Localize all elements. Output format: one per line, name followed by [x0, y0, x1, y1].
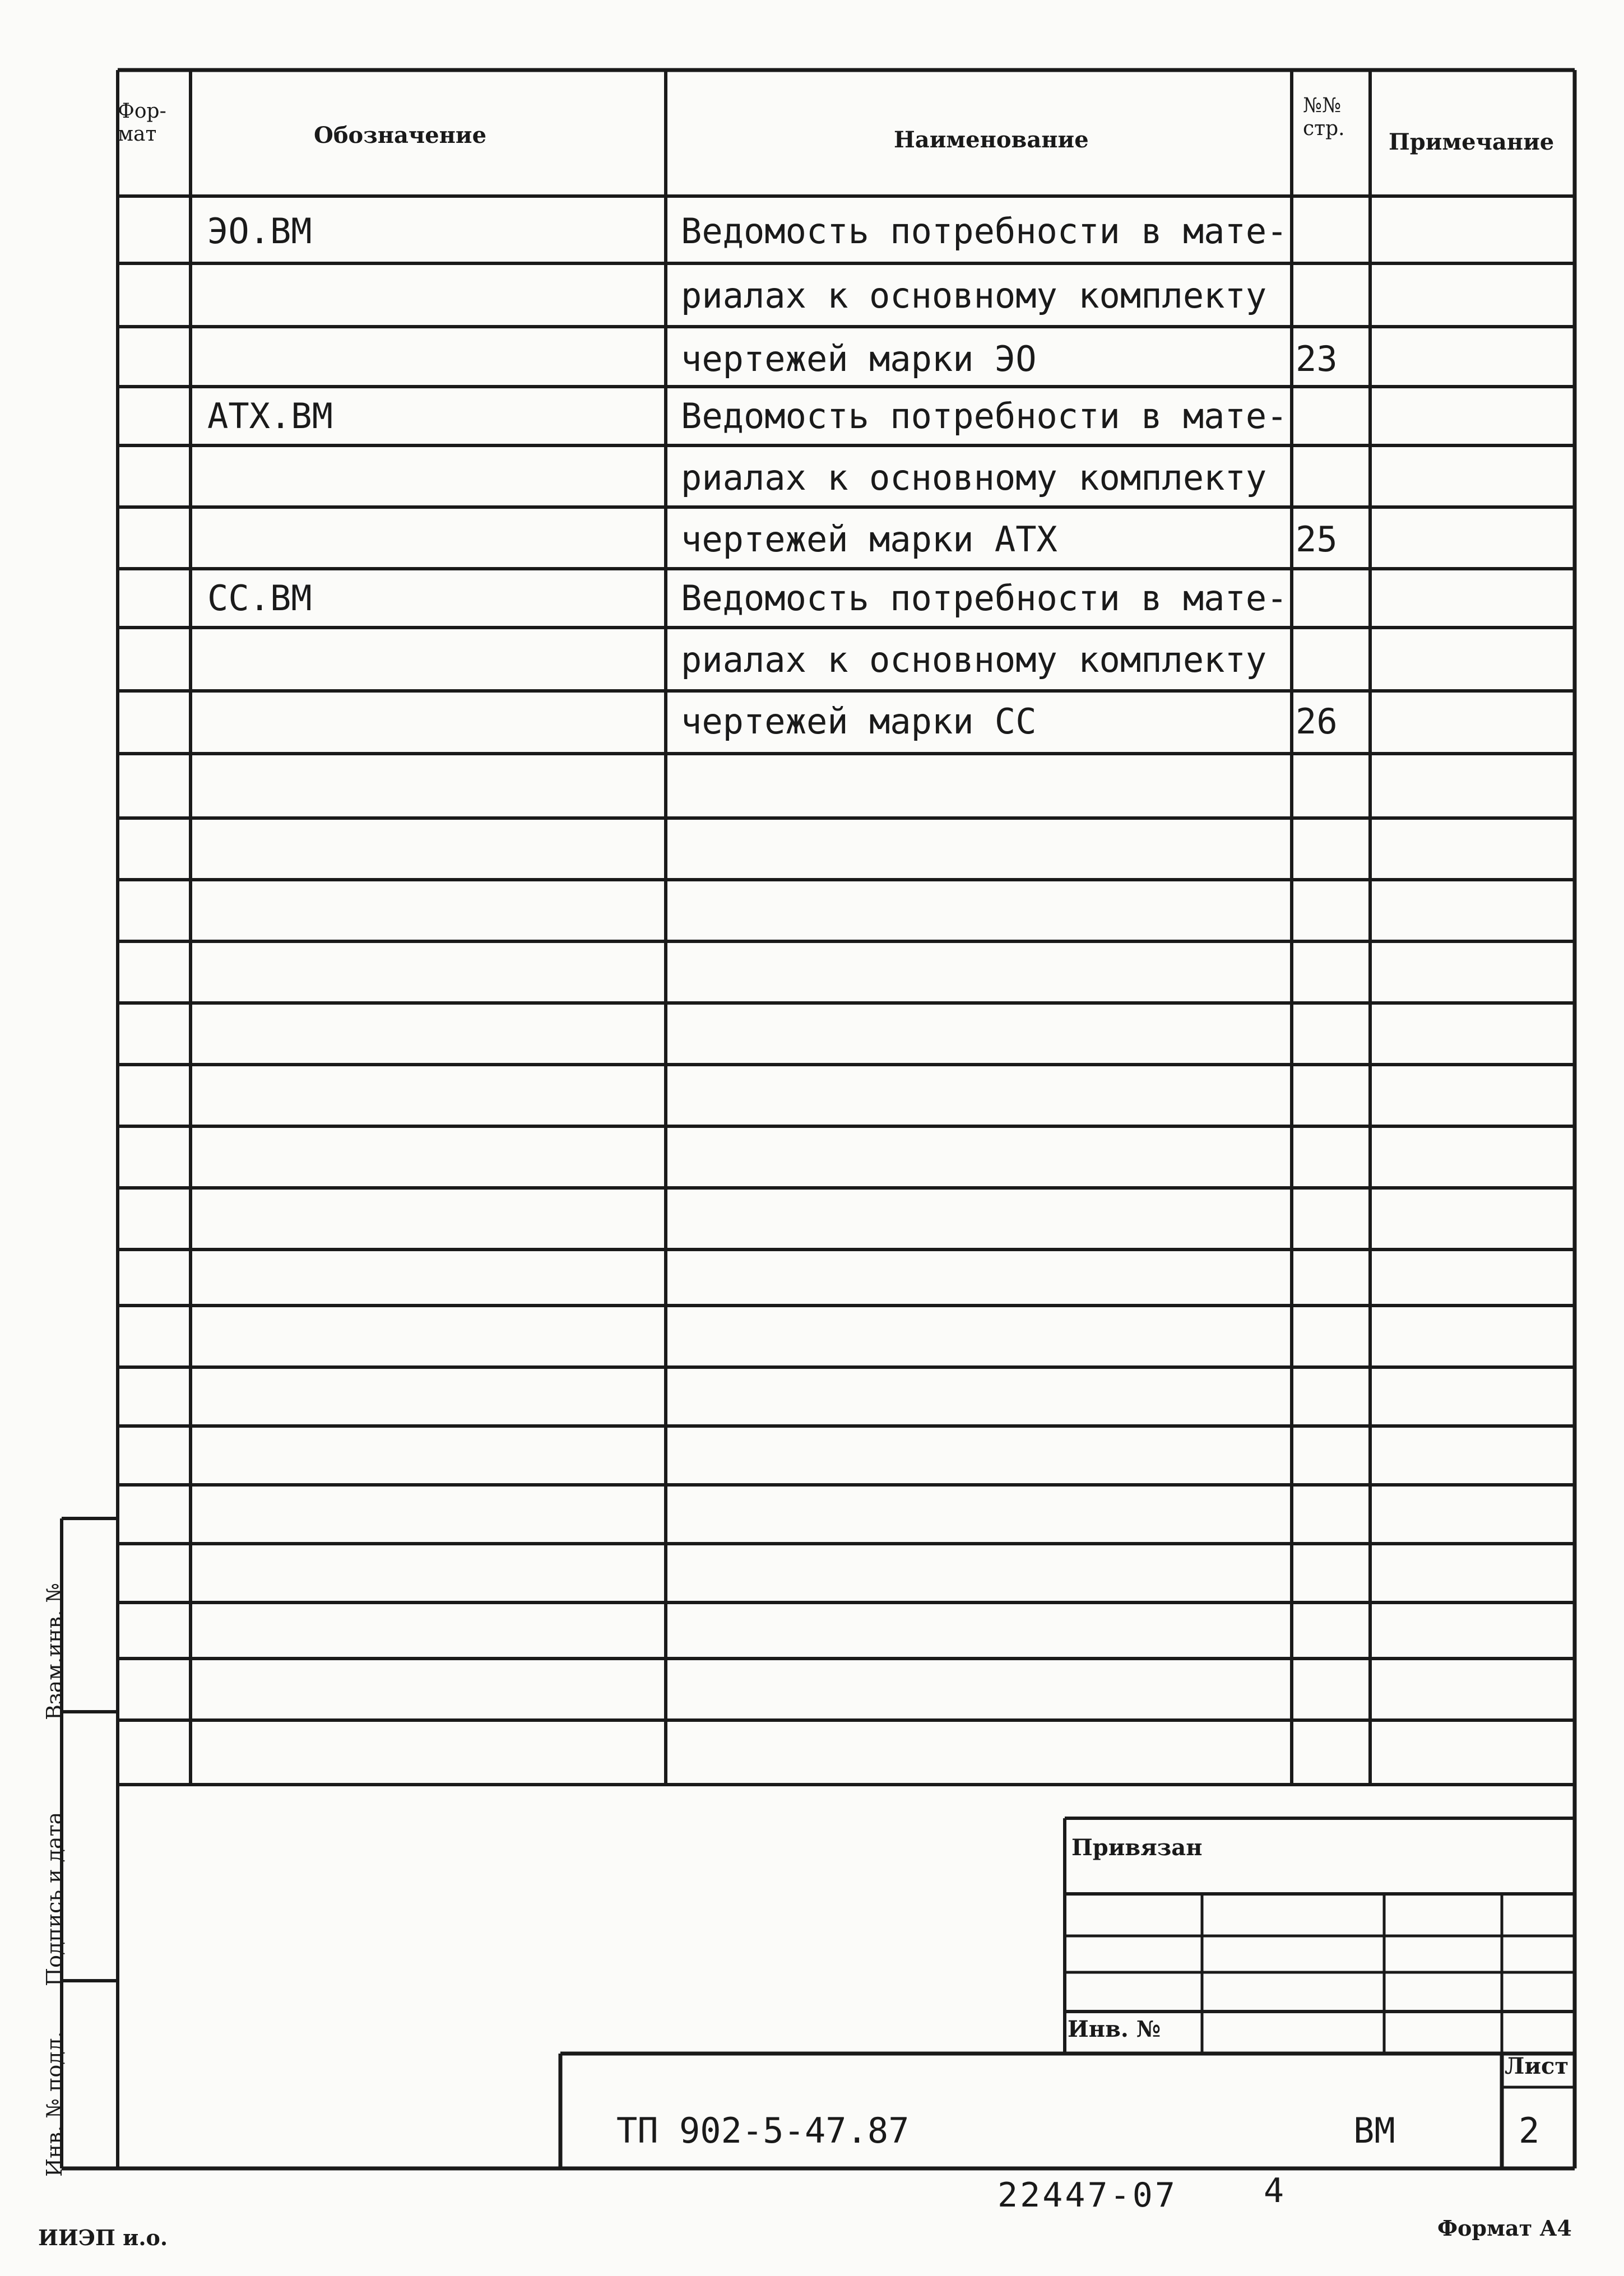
row-name: Ведомость потребности в мате- [681, 211, 1288, 252]
header-name: Наименование [894, 127, 1089, 153]
header-format: Фор-мат [118, 100, 166, 146]
row-name: Ведомость потребности в мате- [681, 396, 1288, 436]
header-note: Примечание [1389, 129, 1555, 155]
document-code: ТП 902-5-47.87 [616, 2110, 910, 2151]
row-name: риалах к основному комплекту [681, 639, 1267, 680]
row-name: чертежей марки ЭО [681, 338, 1037, 379]
side-stamp-vzam: Взам.инв. № [42, 1582, 67, 1720]
header-designation: Обозначение [314, 122, 487, 148]
row-name: чертежей марки АТХ [681, 519, 1057, 560]
row-designation: СС.ВМ [207, 578, 312, 619]
row-name: чертежей марки СС [681, 701, 1037, 742]
row-name: риалах к основному комплекту [681, 457, 1267, 498]
row-designation: АТХ.ВМ [207, 396, 333, 436]
row-name: Ведомость потребности в мате- [681, 578, 1288, 619]
organization: ИИЭП и.о. [38, 2225, 168, 2250]
inv-no-label: Инв. № [1068, 2016, 1161, 2042]
archive-number: 22447-07 [997, 2176, 1177, 2215]
side-stamp-signature: Подпись и дата [42, 1811, 67, 1986]
row-page: 25 [1296, 519, 1338, 560]
privyazan-label: Привязан [1071, 1834, 1203, 1861]
row-page: 26 [1296, 701, 1338, 742]
paper-format: Формат А4 [1437, 2215, 1572, 2241]
row-designation: ЭО.ВМ [207, 211, 312, 252]
row-page: 23 [1296, 338, 1338, 379]
document-mark: ВМ [1353, 2110, 1395, 2151]
row-name: риалах к основному комплекту [681, 275, 1267, 316]
side-stamp-inv-podl: Инв. № подл. [42, 2031, 67, 2177]
footer-page-number: 4 [1264, 2171, 1287, 2210]
sheet-number: 2 [1519, 2110, 1540, 2151]
header-page-no: №№ стр. [1303, 94, 1345, 141]
sheet-label: Лист [1505, 2053, 1569, 2079]
